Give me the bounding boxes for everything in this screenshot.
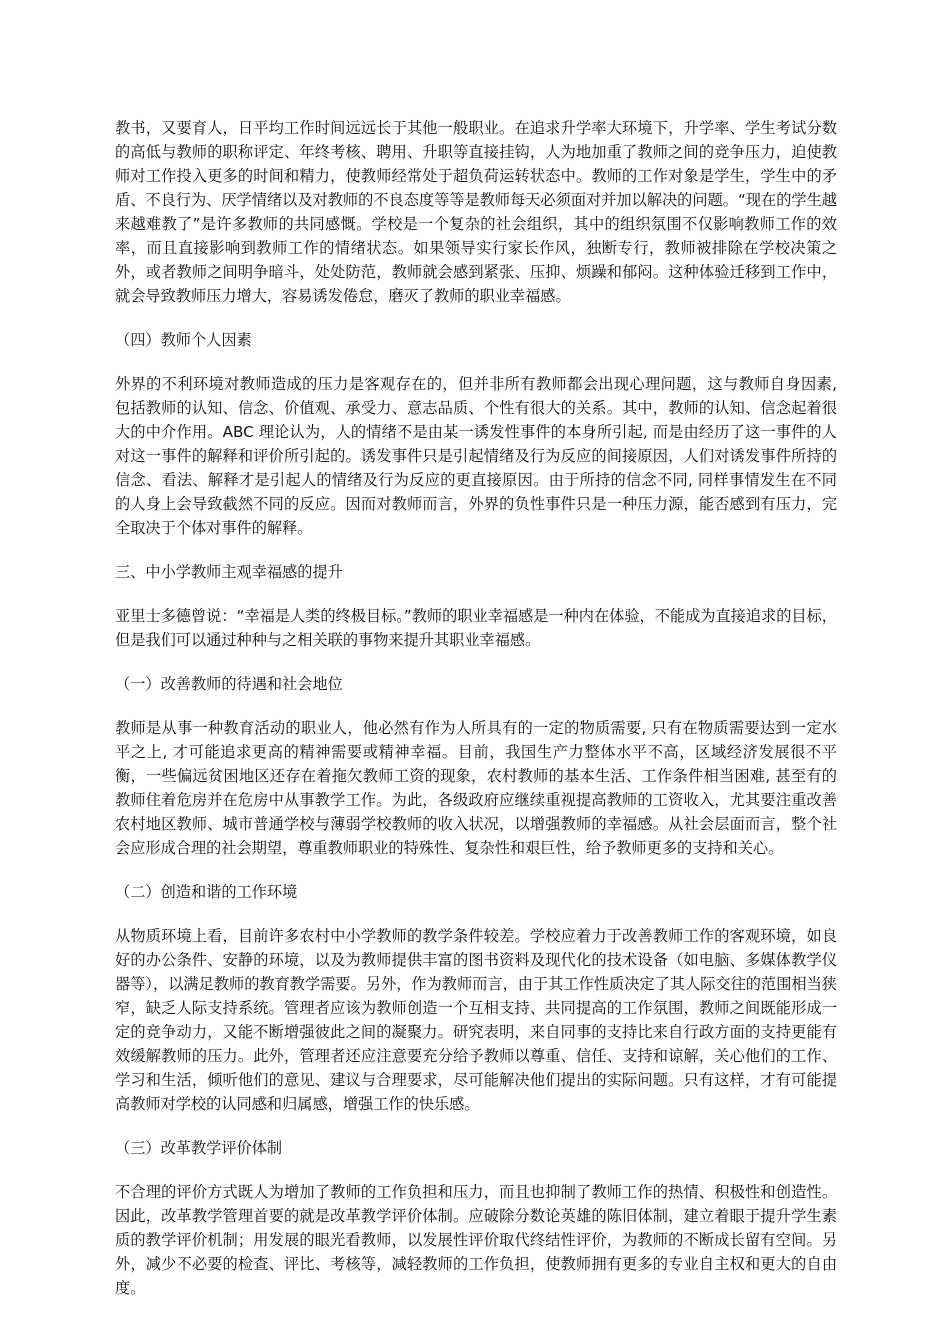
spacer: [115, 696, 837, 716]
paragraph-aristotle: 亚里士多德曾说：“幸福是人类的终极目标。”教师的职业幸福感是一种内在体验，不能成为直接追求的目标，但是我们可以通过种种与之相关联的事物来提升其职业幸福感。: [115, 607, 837, 649]
spacer: [115, 584, 837, 604]
paragraph-work-pressure: 教书，又要育人，日平均工作时间远远长于其他一般职业。在追求升学率大环境下，升学率、学生考试分数的高低与教师的职称评定、年终考核、聘用、升职等直接挂钩，人为地加重了教师之间的竞争压力，迫使教师对工作投入更多的时间和精力，使教师经常处于超负荷运转状态中。教师的工作对象是学生，学生中的矛盾、不良行为、厌学情绪以及对教师的不良态度等等是教师每天必须面对并加以解决的问题。“现在的学生越来越难教了”是许多教师的共同感慨。学校是一个复杂的社会组织，其中的组织氛围不仅影响教师工作的效率，而且直接影响到教师工作的情绪状态。如果领导实行家长作风，独断专行，教师被排除在学校决策之外，或者教师之间明争暗斗，处处防范，教师就会感到紧张、压抑、烦躁和郁闷。这种体验迁移到工作中，就会导致教师压力增大，容易诱发倦怠，磨灭了教师的职业幸福感。: [115, 119, 837, 305]
spacer: [115, 1116, 837, 1136]
spacer: [115, 1160, 837, 1180]
spacer: [115, 652, 837, 672]
paragraph-improve-treatment: 教师是从事一种教育活动的职业人，他必然有作为人所具有的一定的物质需要, 只有在物质需要达到一定水平之上, 才可能追求更高的精神需要或精神幸福。目前，我国生产力整体水平不高，区域经济发展很不平衡，一些偏远贫困地区还存在着拖欠教师工资的现象，农村教师的基本生活、工作条件相当困难, 甚至有的教师住着危房并在危房中从事教学工作。为此，各级政府应继续重视提高教师的工资收入，尤其要注重改善农村地区教师、城市普通学校与薄弱学校教师的收入状况，以增强教师的幸福感。从社会层面而言，整个社会应形成合理的社会期望，尊重教师职业的特殊性、复杂性和艰巨性，给予教师更多的支持和关心。: [115, 719, 837, 857]
paragraph-personal-factors: 外界的不利环境对教师造成的压力是客观存在的，但并非所有教师都会出现心理问题，这与教师自身因素, 包括教师的认知、信念、价值观、承受力、意志品质、个性有很大的关系。其中，教师的认知、信念起着很大的中介作用。ABC 理论认为，人的情绪不是由某一诱发性事件的本身所引起, 而是由经历了这一事件的人对这一事件的解释和评价所引起的。诱发事件只是引起情绪及行为反应的间接原因，人们对诱发事件所持的信念、看法、解释才是引起人的情绪及行为反应的更直接原因。由于所持的信念不同, 同样事情发生在不同的人身上会导致截然不同的反应。因而对教师而言，外界的负性事件只是一种压力源，能否感到有压力，完全取决于个体对事件的解释。: [115, 375, 837, 537]
heading-improve-treatment: （一）改善教师的待遇和社会地位: [115, 675, 343, 693]
heading-personal-factors: （四）教师个人因素: [115, 331, 252, 349]
heading-work-environment: （二）创造和谐的工作环境: [115, 883, 298, 901]
spacer: [115, 904, 837, 924]
paragraph-evaluation-reform: 不合理的评价方式既人为增加了教师的工作负担和压力，而且也抑制了教师工作的热情、积极性和创造性。因此，改革教学管理首要的就是改革教学评价体制。应破除分数论英雄的陈旧体制，建立着眼于提升学生素质的教学评价机制；用发展的眼光看教师，以发展性评价取代终结性评价，为教师的不断成长留有空间。另外，减少不必要的检查、评比、考核等，减轻教师的工作负担，使教师拥有更多的专业自主权和更大的自由度。: [115, 1183, 837, 1297]
spacer: [115, 352, 837, 372]
paragraph-work-environment: 从物质环境上看，目前许多农村中小学教师的教学条件较差。学校应着力于改善教师工作的客观环境，如良好的办公条件、安静的环境，以及为教师提供丰富的图书资料及现代化的技术设备（如电脑、多媒体教学仪器等），以满足教师的教育教学需要。另外，作为教师而言，由于其工作性质决定了其人际交往的范围相当狭窄，缺乏人际支持系统。管理者应该为教师创造一个互相支持、共同提高的工作氛围，教师之间既能形成一定的竞争动力，又能不断增强彼此之间的凝聚力。研究表明，来自同事的支持比来自行政方面的支持更能有效缓解教师的压力。此外，管理者还应注意要充分给予教师以尊重、信任、支持和谅解，关心他们的工作、学习和生活，倾听他们的意见、建议与合理要求，尽可能解决他们提出的实际问题。只有这样，才有可能提高教师对学校的认同感和归属感，增强工作的快乐感。: [115, 927, 837, 1113]
spacer: [115, 308, 837, 328]
document-page: [115, 116, 837, 1300]
spacer: [115, 860, 837, 880]
spacer: [115, 540, 837, 560]
heading-section-three: 三、中小学教师主观幸福感的提升: [115, 563, 343, 581]
heading-evaluation-reform: （三）改革教学评价体制: [115, 1139, 283, 1157]
